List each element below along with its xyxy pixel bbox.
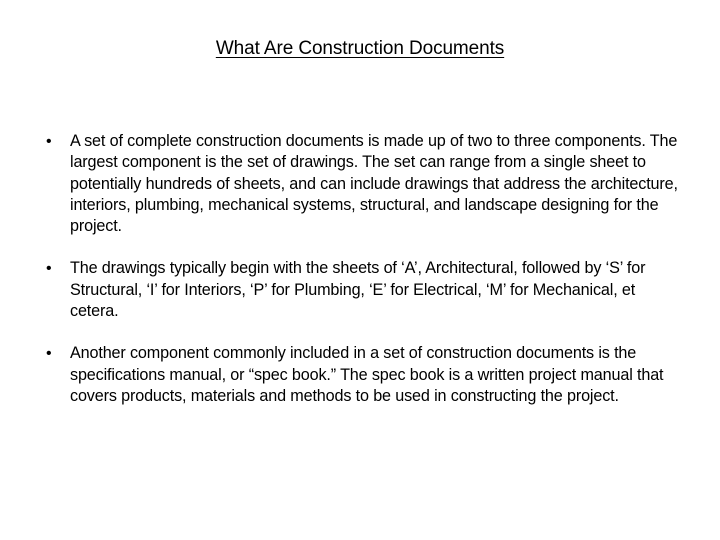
bullet-text: The drawings typically begin with the sheets of ‘A’, Architectural, followed by ‘S’ for Structural, ‘I’ for Interiors, ‘P’ for Plumbing, ‘E’ for Electrical, ‘M’ for Mechanical, et cetera. bbox=[70, 259, 646, 321]
bullet-marker: • bbox=[46, 260, 52, 278]
bullet-item bbox=[46, 131, 686, 237]
bullet-list bbox=[46, 131, 686, 428]
bullet-marker: • bbox=[46, 133, 52, 150]
bullet-marker: • bbox=[46, 345, 52, 363]
bullet-text: Another component commonly included in a set of construction documents is the specifications manual, or “spec book.” The spec book is a written project manual that covers products, materials and methods to be used in constructing the project. bbox=[70, 344, 664, 405]
bullet-item bbox=[46, 258, 686, 322]
slide-title: What Are Construction Documents bbox=[215, 38, 505, 59]
bullet-text: A set of complete construction documents is made up of two to three components. The largest component is the set of drawings. The set can range from a single sheet to potentially hundreds of sheets, and can include drawings that address the architecture, interiors, plumbing, mechanical systems, structural, and landscape designing for the project. bbox=[70, 132, 678, 236]
bullet-item bbox=[46, 343, 686, 407]
